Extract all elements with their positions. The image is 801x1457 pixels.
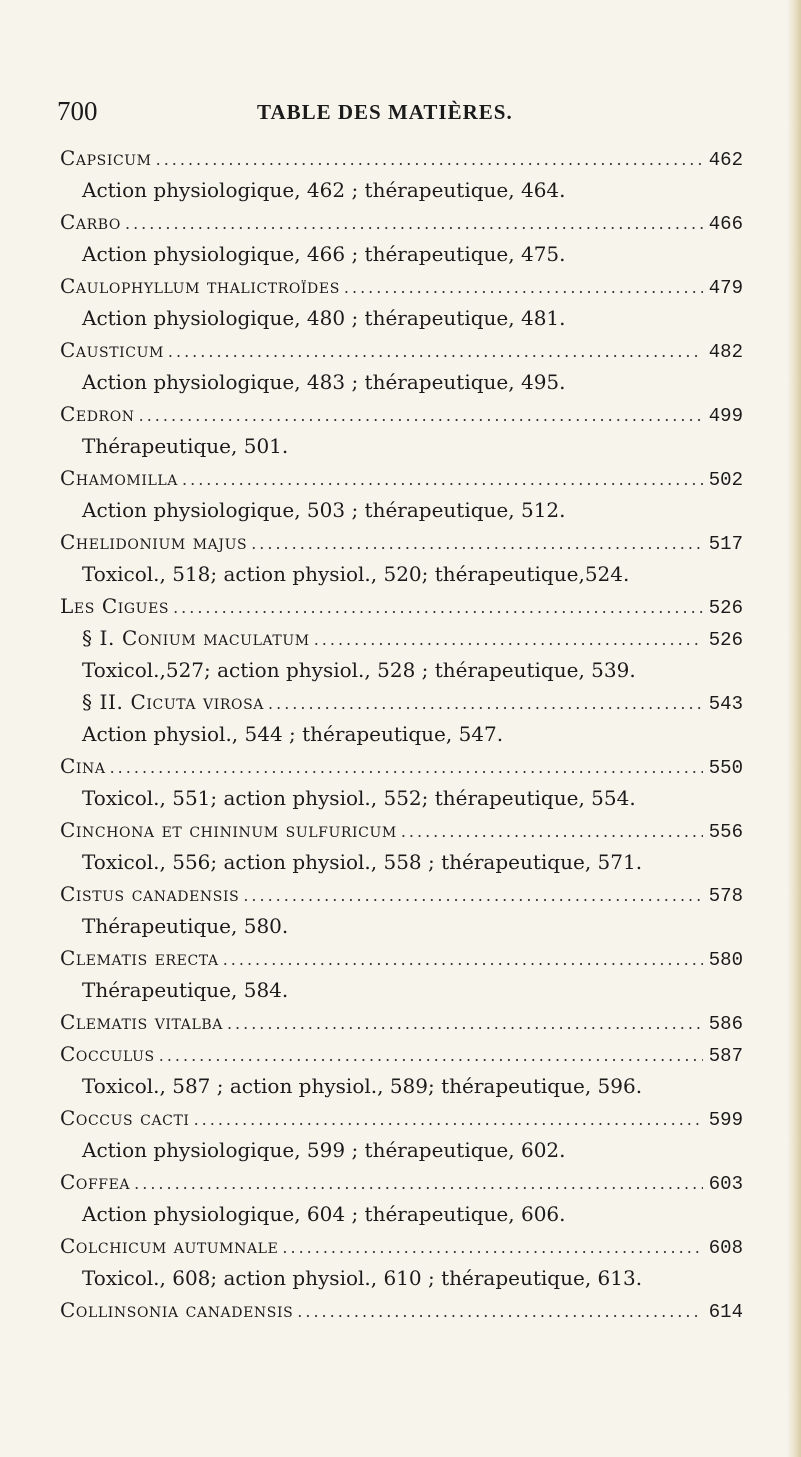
toc-entry — [60, 878, 743, 910]
entry-term: Chamomilla — [60, 466, 179, 490]
entry-description: Toxicol., 587 ; action physiol., 589; thérapeutique, 596. — [82, 1074, 643, 1098]
entry-term: Cocculus — [60, 1042, 155, 1066]
entry-description: Thérapeutique, 580. — [82, 914, 289, 938]
toc-entry — [60, 206, 743, 238]
entry-page-number: 603 — [708, 1173, 743, 1195]
entry-term: § I. Conium maculatum — [82, 626, 310, 650]
entry-term: Chelidonium majus — [60, 530, 248, 554]
entry-page-number: 614 — [708, 1301, 743, 1323]
entry-description: Action physiologique, 599 ; thérapeutique, 602. — [82, 1138, 566, 1162]
dot-leader — [314, 624, 703, 656]
toc-entry — [60, 1038, 743, 1070]
entry-page-number: 587 — [708, 1045, 743, 1067]
dot-leader — [134, 1168, 703, 1200]
toc-entry — [60, 526, 743, 558]
dot-leader — [268, 688, 703, 720]
entry-page-number: 586 — [708, 1013, 743, 1035]
entry-term: Cina — [60, 754, 106, 778]
dot-leader — [251, 528, 703, 560]
dot-leader — [223, 944, 703, 976]
entry-page-number: 466 — [708, 213, 743, 235]
entry-term: Cinchona et chininum sulfuricum — [60, 818, 397, 842]
page-edge — [787, 0, 801, 1457]
entry-page-number: 479 — [708, 277, 743, 299]
entry-description: Toxicol.,527; action physiol., 528 ; thérapeutique, 539. — [82, 658, 636, 682]
entry-description: Toxicol., 556; action physiol., 558 ; thérapeutique, 571. — [82, 850, 643, 874]
entry-description: Thérapeutique, 501. — [82, 434, 289, 458]
toc-entry — [60, 398, 743, 430]
entry-term: Causticum — [60, 338, 164, 362]
entry-description: Action physiologique, 466 ; thérapeutique, 475. — [82, 242, 566, 266]
entry-term: Clematis erecta — [60, 946, 219, 970]
entry-description: Action physiologique, 480 ; thérapeutique, 481. — [82, 306, 566, 330]
entry-term: Collinsonia canadensis — [60, 1298, 294, 1322]
dot-leader — [110, 752, 703, 784]
entry-page-number: 499 — [708, 405, 743, 427]
entry-term: Caulophyllum thalictroïdes — [60, 274, 340, 298]
entry-page-number: 526 — [708, 629, 743, 651]
dot-leader — [159, 1040, 703, 1072]
toc-entry — [60, 590, 743, 622]
entry-term: Coccus cacti — [60, 1106, 190, 1130]
dot-leader — [156, 144, 703, 176]
entry-description: Action physiologique, 503 ; thérapeutique, 512. — [82, 498, 566, 522]
entry-description: Toxicol., 518; action physiol., 520; thérapeutique,524. — [82, 562, 630, 586]
dot-leader — [173, 592, 703, 624]
toc-entry — [60, 1102, 743, 1134]
entry-page-number: 550 — [708, 757, 743, 779]
page-number: 700 — [57, 96, 98, 126]
toc-entry — [60, 334, 743, 366]
entry-page-number: 517 — [708, 533, 743, 555]
entry-page-number: 578 — [708, 885, 743, 907]
dot-leader — [297, 1296, 703, 1328]
entry-page-number: 482 — [708, 341, 743, 363]
entry-term: Les Cigues — [60, 594, 170, 618]
dot-leader — [282, 1232, 702, 1264]
dot-leader — [344, 272, 703, 304]
toc-entry — [60, 1230, 743, 1262]
toc-entry — [60, 622, 743, 654]
dot-leader — [194, 1104, 703, 1136]
entry-term: Capsicum — [60, 146, 152, 170]
page-header — [57, 96, 717, 136]
entry-term: Carbo — [60, 210, 121, 234]
dot-leader — [243, 880, 702, 912]
entry-description: Action physiologique, 483 ; thérapeutique, 495. — [82, 370, 566, 394]
dot-leader — [139, 400, 703, 432]
entry-description: Toxicol., 608; action physiol., 610 ; thérapeutique, 613. — [82, 1266, 643, 1290]
toc-entry — [60, 1006, 743, 1038]
entry-page-number: 599 — [708, 1109, 743, 1131]
dot-leader — [125, 208, 703, 240]
toc-entry — [60, 1294, 743, 1326]
dot-leader — [227, 1008, 703, 1040]
entry-page-number: 502 — [708, 469, 743, 491]
toc-entry — [60, 142, 743, 174]
entry-description: Thérapeutique, 584. — [82, 978, 289, 1002]
toc-entry — [60, 942, 743, 974]
toc-entry — [60, 814, 743, 846]
entry-page-number: 556 — [708, 821, 743, 843]
dot-leader — [182, 464, 703, 496]
entry-term: Clematis vitalba — [60, 1010, 223, 1034]
running-title: TABLE DES MATIÈRES. — [257, 100, 513, 124]
entry-term: Cedron — [60, 402, 135, 426]
entry-description: Action physiologique, 462 ; thérapeutique, 464. — [82, 178, 566, 202]
toc-entry — [60, 462, 743, 494]
entry-page-number: 580 — [708, 949, 743, 971]
table-of-contents — [60, 142, 743, 1326]
entry-term: § II. Cicuta virosa — [82, 690, 265, 714]
toc-entry — [60, 750, 743, 782]
toc-entry — [60, 1166, 743, 1198]
entry-page-number: 543 — [708, 693, 743, 715]
entry-description: Action physiologique, 604 ; thérapeutique, 606. — [82, 1202, 566, 1226]
dot-leader — [401, 816, 703, 848]
dot-leader — [168, 336, 703, 368]
entry-page-number: 526 — [708, 597, 743, 619]
entry-term: Cistus canadensis — [60, 882, 240, 906]
entry-page-number: 462 — [708, 149, 743, 171]
entry-term: Colchicum autumnale — [60, 1234, 279, 1258]
entry-description: Toxicol., 551; action physiol., 552; thérapeutique, 554. — [82, 786, 636, 810]
toc-entry — [60, 270, 743, 302]
entry-page-number: 608 — [708, 1237, 743, 1259]
entry-description: Action physiol., 544 ; thérapeutique, 547. — [82, 722, 504, 746]
toc-entry — [60, 686, 743, 718]
entry-term: Coffea — [60, 1170, 131, 1194]
